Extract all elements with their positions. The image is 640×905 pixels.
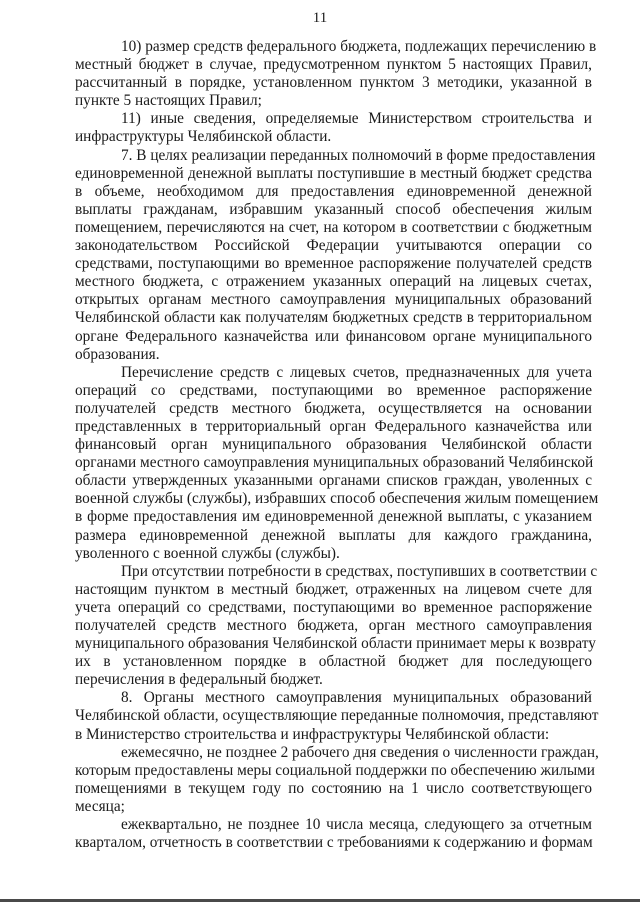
document-body	[75, 38, 599, 852]
text-line: финансовый орган муниципального образования Челябинской области	[75, 436, 592, 454]
text-line: получателей средств местного бюджета, орган местного самоуправления	[75, 617, 592, 634]
text-line: помещением, перечисляются на счет, на котором в соответствии с бюджетным	[75, 218, 592, 236]
text-line: представленных в территориальный орган Федерального казначейства или	[75, 417, 592, 435]
page-number: 11	[312, 10, 328, 26]
text-line: средствами, поступающими во временное распоряжение получателей средств	[75, 255, 592, 273]
text-line: в объеме, необходимом для предоставления единовременной денежной	[75, 182, 592, 200]
text-line: операций со средствами, поступающими во временное распоряжение	[75, 381, 592, 399]
text-line: местного бюджета, с отражением указанных операций на лицевых счетах,	[75, 273, 592, 291]
text-line: местный бюджет в случае, предусмотренном пунктом 5 настоящих Правил,	[75, 56, 592, 74]
text-line: военной службы (службы), избравших способ обеспечения жилым помещением	[75, 490, 599, 508]
text-line: рассчитанный в порядке, установленном пунктом 3 методики, указанной в	[75, 74, 592, 92]
text-line: ежеквартально, не позднее 10 числа месяца, следующего за отчетным	[121, 816, 592, 834]
text-line: единовременной денежной выплаты поступившие в местный бюджет средства	[75, 164, 592, 182]
page-bottom-edge	[0, 899, 640, 902]
text-line: 8. Органы местного самоуправления муниципальных образований	[121, 689, 592, 707]
text-line: 10) размер средств федерального бюджета, подлежащих перечислению в	[121, 38, 597, 55]
text-line: выплаты гражданам, избравшим указанный способ обеспечения жилым	[75, 200, 592, 218]
text-line: Перечисление средств с лицевых счетов, предназначенных для учета	[121, 363, 592, 381]
text-line: размера единовременной денежной выплаты для каждого гражданина,	[75, 526, 592, 544]
text-line: 7. В целях реализации переданных полномочий в форме предоставления	[121, 146, 596, 164]
text-line: При отсутствии потребности в средствах, поступивших в соответствии с	[121, 562, 598, 580]
text-line: законодательством Российской Федерации учитываются операции со	[75, 237, 592, 255]
text-line: месяца;	[75, 797, 125, 815]
text-line: перечисления в федеральный бюджет.	[75, 671, 323, 689]
text-line: в форме предоставления им единовременной денежной выплаты, с указанием	[75, 508, 592, 526]
text-line: уволенного с военной службы (службы).	[75, 544, 340, 562]
text-line: ежемесячно, не позднее 2 рабочего дня сведения о численности граждан,	[121, 743, 599, 761]
text-line: учета операций со средствами, поступающими во временное распоряжение	[75, 598, 592, 616]
text-line: области утвержденных указанными органами списков граждан, уволенных с	[75, 472, 592, 490]
text-line: 11) иные сведения, определяемые Министерством строительства и	[121, 110, 592, 128]
text-line: образования.	[75, 345, 160, 363]
text-line: пункте 5 настоящих Правил;	[75, 92, 262, 110]
text-line: Челябинской области, осуществляющие переданные полномочия, представляют	[75, 707, 599, 725]
text-line: кварталом, отчетность в соответствии с требованиями к содержанию и формам	[75, 834, 593, 852]
text-line: настоящим пунктом в местный бюджет, отраженных на лицевом счете для	[75, 580, 592, 598]
text-line: получателей средств местного бюджета, осуществляется на основании	[75, 399, 592, 417]
text-line: помещениями в текущем году по состоянию на 1 число соответствующего	[75, 779, 592, 797]
text-line: органе Федерального казначейства или финансовом органе муниципального	[75, 327, 592, 345]
text-line: Челябинской области как получателям бюджетных средств в территориальном	[75, 309, 592, 327]
text-line: которым предоставлены меры социальной поддержки по обеспечению жилыми	[75, 761, 595, 779]
text-line: их в установленном порядке в областной бюджет для последующего	[75, 653, 592, 671]
text-line: инфраструктуры Челябинской области.	[75, 128, 332, 146]
text-line: открытых органам местного самоуправления муниципальных образований	[75, 291, 592, 309]
text-line: в Министерство строительства и инфраструктуры Челябинской области:	[75, 725, 550, 743]
text-line: муниципального образования Челябинской области принимает меры к возврату	[75, 635, 596, 653]
text-line: органами местного самоуправления муниципальных образований Челябинской	[75, 454, 594, 472]
